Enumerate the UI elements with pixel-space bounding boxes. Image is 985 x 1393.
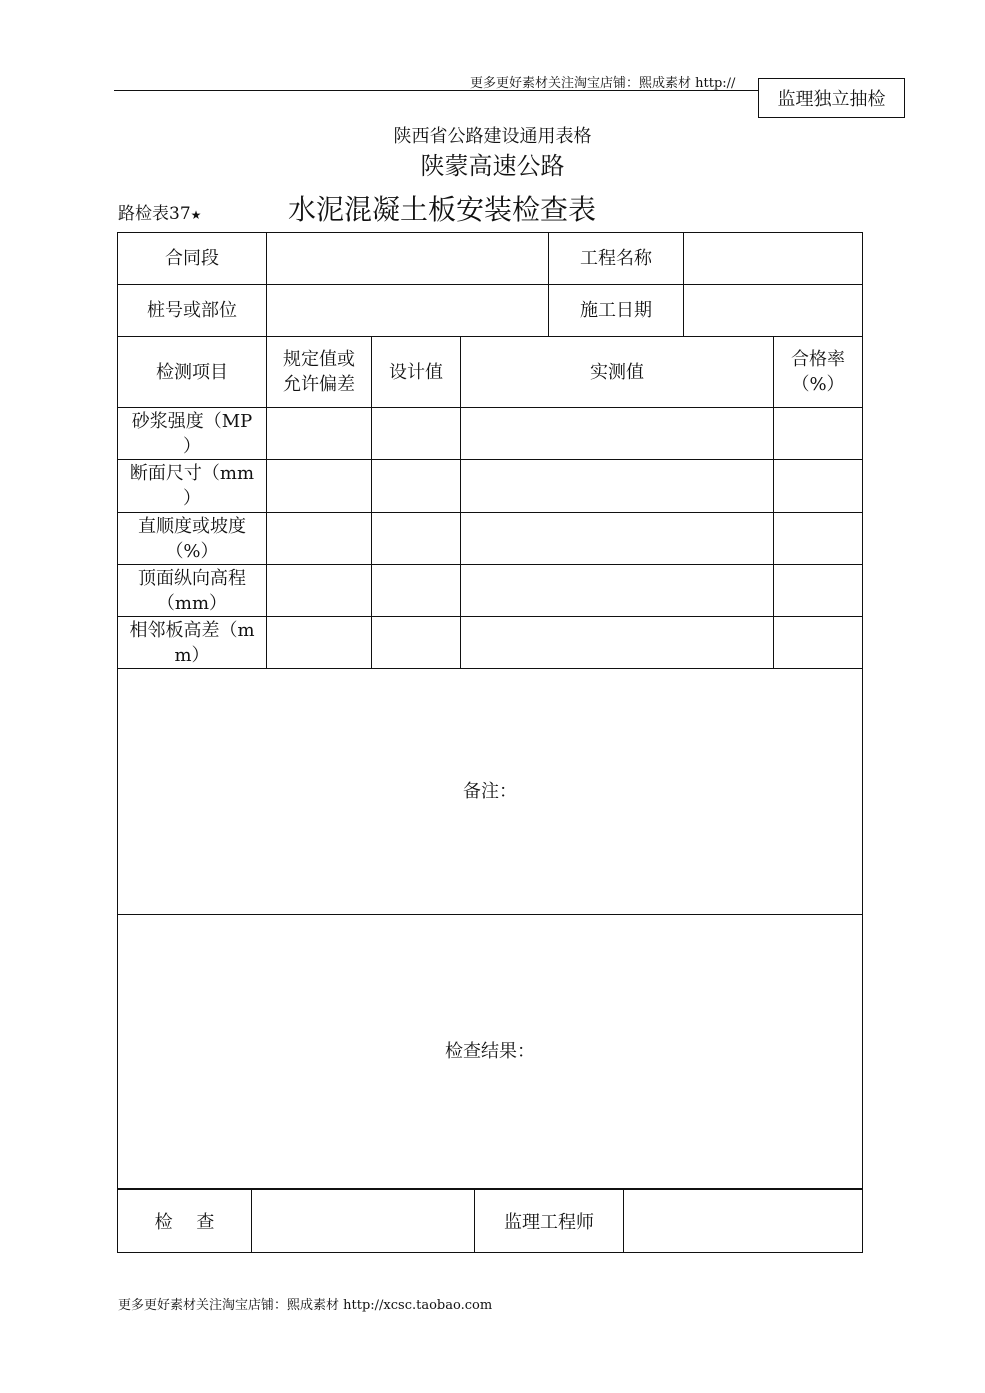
- star-icon: ★: [190, 208, 202, 222]
- measured-cell[interactable]: [461, 460, 774, 513]
- form-code: [118, 199, 201, 224]
- row-item-line1: 砂浆强度（MP: [131, 410, 253, 432]
- form-title: 水泥混凝土板安装检查表: [288, 193, 597, 226]
- col-pass-header: [774, 337, 863, 408]
- column-header-row: [118, 337, 863, 408]
- contract-row: [118, 233, 863, 285]
- spec-cell[interactable]: [267, 617, 372, 669]
- table-row: [118, 617, 863, 669]
- row-item-label: [118, 565, 267, 617]
- form-subtitle: 陕西省公路建设通用表格: [393, 126, 592, 147]
- col-design-header: 设计值: [372, 337, 461, 408]
- col-spec-header: [267, 337, 372, 408]
- inspect-label: 检 查: [118, 1190, 252, 1253]
- form-code-text: 路检表37: [118, 204, 191, 224]
- table-row: [118, 513, 863, 565]
- table-row: [118, 565, 863, 617]
- remarks-area[interactable]: [118, 669, 863, 915]
- contract-label: 合同段: [118, 233, 267, 285]
- remarks-row: [118, 669, 863, 915]
- col-spec-line1: 规定值或: [283, 349, 355, 370]
- signoff-table: [117, 1189, 863, 1253]
- row-item-line1: 断面尺寸（mm: [129, 463, 255, 484]
- result-row: [118, 915, 863, 1189]
- design-cell[interactable]: [372, 408, 461, 460]
- row-item-line2: ）: [183, 488, 201, 509]
- pass-rate-cell[interactable]: [774, 513, 863, 565]
- contract-value[interactable]: [267, 233, 549, 285]
- header-promo-note: 更多更好素材关注淘宝店铺：熙成素材 http://: [470, 76, 736, 91]
- date-label: 施工日期: [549, 285, 684, 337]
- engineer-signature[interactable]: [624, 1190, 863, 1253]
- row-item-line1: 相邻板高差（m: [129, 619, 255, 641]
- measured-cell[interactable]: [461, 408, 774, 460]
- measured-cell[interactable]: [461, 565, 774, 617]
- row-item-line2: （mm）: [156, 592, 228, 614]
- measured-cell[interactable]: [461, 617, 774, 669]
- station-row: [118, 285, 863, 337]
- inspect-signature[interactable]: [252, 1190, 475, 1253]
- col-spec-line2: 允许偏差: [283, 374, 355, 395]
- design-cell[interactable]: [372, 513, 461, 565]
- footer-promo-note: 更多更好素材关注淘宝店铺：熙成素材 http://xcsc.taobao.com: [118, 1298, 493, 1313]
- project-name: 陕蒙高速公路: [420, 152, 565, 180]
- row-item-label: [118, 460, 267, 513]
- pass-rate-cell[interactable]: [774, 408, 863, 460]
- project-name-label: 工程名称: [549, 233, 684, 285]
- spec-cell[interactable]: [267, 460, 372, 513]
- row-item-label: [118, 617, 267, 669]
- row-item-line2: ）: [183, 435, 201, 457]
- station-value[interactable]: [267, 285, 549, 337]
- project-name-value[interactable]: [684, 233, 863, 285]
- remarks-label: 备注：: [463, 781, 517, 802]
- design-cell[interactable]: [372, 460, 461, 513]
- row-item-label: [118, 513, 267, 565]
- row-item-line2: m）: [174, 644, 210, 666]
- table-row: [118, 408, 863, 460]
- row-item-line2: （%）: [165, 540, 219, 562]
- inspection-stamp: 监理独立抽检: [758, 78, 905, 118]
- engineer-label: 监理工程师: [475, 1190, 624, 1253]
- row-item-line1: 直顺度或坡度: [138, 515, 246, 537]
- col-measured-header: 实测值: [461, 337, 774, 408]
- pass-rate-cell[interactable]: [774, 565, 863, 617]
- pass-rate-cell[interactable]: [774, 617, 863, 669]
- spec-cell[interactable]: [267, 408, 372, 460]
- measured-cell[interactable]: [461, 513, 774, 565]
- pass-rate-cell[interactable]: [774, 460, 863, 513]
- col-pass-line2: （%）: [791, 374, 845, 395]
- signoff-row: [118, 1190, 863, 1253]
- station-label: 桩号或部位: [118, 285, 267, 337]
- date-value[interactable]: [684, 285, 863, 337]
- result-label: 检查结果：: [445, 1041, 535, 1062]
- spec-cell[interactable]: [267, 513, 372, 565]
- row-item-label: [118, 408, 267, 460]
- result-area[interactable]: [118, 915, 863, 1189]
- col-pass-line1: 合格率: [791, 349, 846, 370]
- inspection-table: [117, 232, 863, 1189]
- design-cell[interactable]: [372, 617, 461, 669]
- col-item-header: 检测项目: [118, 337, 267, 408]
- row-item-line1: 顶面纵向高程: [138, 567, 246, 589]
- header-rule: [114, 90, 760, 91]
- design-cell[interactable]: [372, 565, 461, 617]
- table-row: [118, 460, 863, 513]
- spec-cell[interactable]: [267, 565, 372, 617]
